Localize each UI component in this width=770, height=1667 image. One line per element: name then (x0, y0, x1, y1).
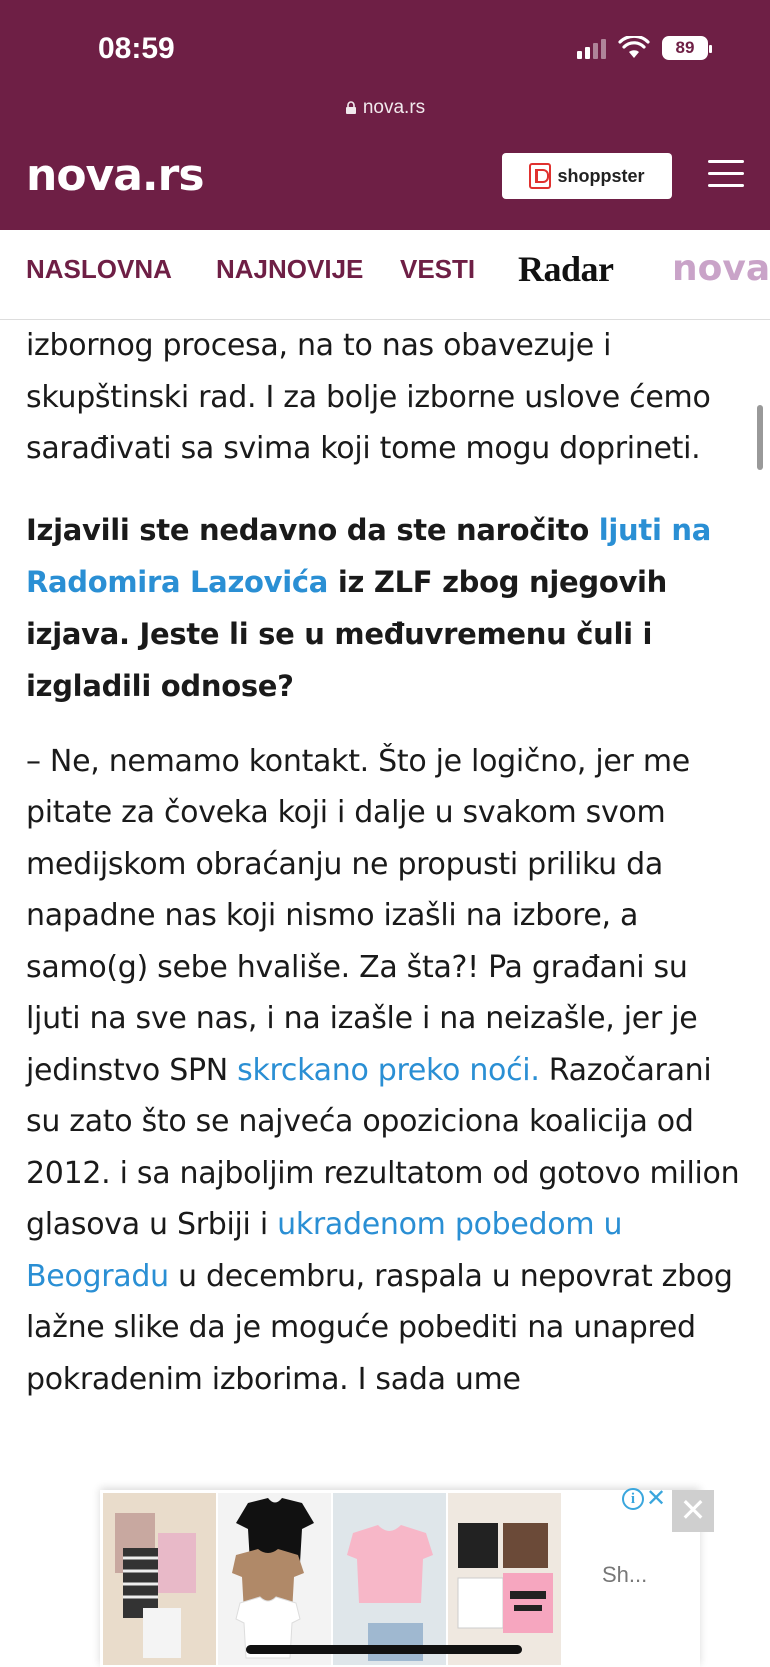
nav-item-radar[interactable]: Radar (518, 249, 614, 289)
battery-icon: 89 (662, 36, 708, 60)
ad-product-image[interactable] (333, 1493, 446, 1665)
lock-icon (345, 101, 357, 114)
ad-product-image[interactable] (218, 1493, 331, 1665)
menu-icon[interactable] (708, 160, 744, 190)
nav-item-vesti[interactable]: VESTI (400, 254, 476, 284)
link-ukradena-pobeda[interactable]: ukradenom pobedom u Beogradu (26, 1207, 623, 1294)
article-paragraph: izbornog procesa, na to nas obavezuje i skupštinski rad. I za bolje izborne uslove ćemo sarađivati sa svima koji tome mogu doprineti. (26, 328, 711, 466)
ad-product-image[interactable] (103, 1493, 216, 1665)
link-skrckano[interactable]: skrckano preko noći. (237, 1052, 540, 1088)
site-logo[interactable]: nova.rs (26, 150, 204, 201)
shoppster-button[interactable] (502, 153, 672, 199)
ad-close-button[interactable]: ✕ (672, 1490, 714, 1532)
nav-item-naslovna[interactable]: NASLOVNA (26, 254, 172, 284)
home-indicator (246, 1645, 522, 1654)
nav-item-najnovije[interactable]: NAJNOVIJE (216, 254, 364, 284)
ad-product-image[interactable] (448, 1493, 561, 1665)
wifi-icon (618, 36, 650, 60)
top-header (0, 0, 770, 230)
interview-question: Izjavili ste nedavno da ste naročito ljuti na Radomira Lazovića iz ZLF zbog njegovih izjava. Jeste li se u međuvremenu čuli i izgladili odnose? (26, 512, 712, 703)
ad-banner[interactable] (100, 1490, 700, 1667)
ad-info-icon[interactable]: i (622, 1488, 644, 1510)
cellular-signal-icon (577, 37, 606, 59)
ad-text[interactable]: Sh... (602, 1562, 648, 1587)
link-lazovic[interactable]: ljuti na Radomira Lazovića (26, 512, 712, 599)
scrollbar[interactable] (757, 405, 763, 470)
interview-answer: – Ne, nemamo kontakt. Što je logično, jer me pitate za čoveka koji i dalje u svakom svom medijskom obraćanju ne propusti priliku da napadne nas koji nismo izašli na izbore, a samo(g) sebe hvališe. Za šta?! Pa građani su ljuti na sve nas, i na izašle i na neizašle, jer je jedinstvo SPN skrckano preko noći. Razočarani su zato što se najveća opoziciona koalicija od 2012. i sa najboljim rezultatom od gotovo milion glasova u Srbiji i ukradenom pobedom u Beogradu u decembru, raspala u nepovrat zbog lažne slike da je moguće pobediti na unapred pokradenim izborima. I sada ume (26, 743, 740, 1397)
category-nav (0, 230, 770, 320)
article-body (26, 320, 746, 1405)
status-time: 08:59 (98, 32, 175, 65)
ad-dismiss-icon[interactable]: ✕ (646, 1485, 667, 1512)
status-icons (577, 36, 708, 60)
shoppster-icon (529, 163, 551, 189)
shoppster-label: shoppster (557, 165, 645, 186)
nav-item-nova[interactable]: nova (672, 248, 770, 289)
url-bar[interactable] (0, 97, 770, 119)
url-text: nova.rs (362, 97, 426, 118)
